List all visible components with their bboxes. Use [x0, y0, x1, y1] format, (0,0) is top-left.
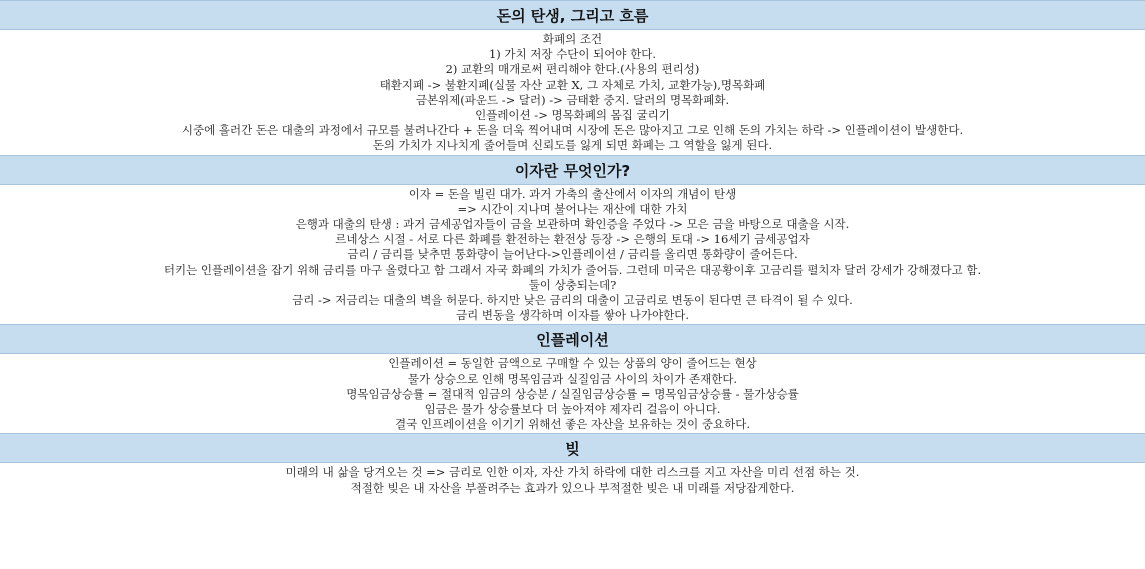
section-body — [0, 30, 1145, 155]
text-line: 르네상스 시절 - 서로 다른 화폐를 환전하는 환전상 등장 -> 은행의 토대 -> 16세기 금세공업자 — [335, 232, 810, 247]
section-inflation — [0, 324, 1145, 433]
section-title: 빚 — [0, 433, 1145, 463]
text-line: 시중에 흘러간 돈은 대출의 과정에서 규모를 불려나간다 + 돈을 더욱 찍어내며 시장에 돈은 많아지고 그로 인해 돈의 가치는 하락 -> 인플레이션이 발생한다. — [181, 123, 964, 138]
text-line: 이자 = 돈을 빌린 대가. 과거 가축의 출산에서 이자의 개념이 탄생 — [408, 186, 737, 201]
section-debt — [0, 433, 1145, 496]
text-line: 2) 교환의 매개로써 편리해야 한다.(사용의 편리성) — [445, 62, 700, 77]
section-title: 이자란 무엇인가? — [0, 155, 1145, 185]
text-line: 태환지폐 -> 불환지폐(실물 자산 교환 X, 그 자체로 가치, 교환가능),명목화폐 — [379, 77, 766, 92]
section-interest — [0, 155, 1145, 325]
text-line: 인플레이션 -> 명목화폐의 몸집 굴리기 — [475, 108, 670, 123]
text-line: => 시간이 지나며 불어나는 재산에 대한 가치 — [457, 201, 688, 216]
text-line: 명목임금상승률 = 절대적 임금의 상승분 / 실질임금상승률 = 명목임금상승률 - 물가상승률 — [346, 386, 799, 401]
text-line: 물가 상승으로 인해 명목임금과 실질임금 사이의 차이가 존재한다. — [407, 371, 738, 386]
text-line: 미래의 내 삶을 당겨오는 것 => 금리로 인한 이자, 자산 가치 하락에 대한 리스크를 지고 자산을 미리 선점 하는 것. — [285, 465, 860, 480]
section-title: 인플레이션 — [0, 324, 1145, 354]
text-line: 돈의 가치가 지나치게 줄어들며 신뢰도를 잃게 되면 화폐는 그 역할을 잃게 된다. — [372, 138, 773, 153]
section-body — [0, 185, 1145, 325]
section-title: 돈의 탄생, 그리고 흐름 — [0, 0, 1145, 30]
text-line: 적절한 빚은 내 자산을 부풀려주는 효과가 있으나 부적절한 빚은 내 미래를 저당잡게한다. — [350, 480, 795, 495]
text-line: 터키는 인플레이션을 잡기 위해 금리를 마구 올렸다고 함 그래서 자국 화폐의 가치가 줄어듬. 그런데 미국은 대공황이후 고금리를 펼치자 달러 강세가 강해졌다고 함. — [163, 262, 982, 277]
text-line: 인플레이션 = 동일한 금액으로 구매할 수 있는 상품의 양이 줄어드는 현상 — [388, 356, 757, 371]
text-line: 임금은 물가 상승률보다 더 높아져야 제자리 걸음이 아니다. — [424, 402, 721, 417]
section-body — [0, 354, 1145, 433]
text-line: 결국 인프레이션을 이기기 위해선 좋은 자산을 보유하는 것이 중요하다. — [394, 417, 751, 432]
text-line: 은행과 대출의 탄생 : 과거 금세공업자들이 금을 보관하며 확인증을 주었다 -> 모은 금을 바탕으로 대출을 시작. — [295, 217, 850, 232]
text-line: 화폐의 조건 — [542, 32, 603, 46]
text-line: 금리 변동을 생각하며 이자를 쌓아 나가야한다. — [455, 308, 689, 323]
section-body — [0, 463, 1145, 496]
section-money-origin — [0, 0, 1145, 155]
text-line: 금리 / 금리를 낮추면 통화량이 늘어난다->인플레이션 / 금리를 올리면 통화량이 줄어든다. — [347, 247, 798, 262]
text-line: 금본위제(파운드 -> 달러) -> 금태환 중지. 달러의 명목화폐화. — [415, 92, 730, 107]
text-line: 금리 -> 저금리는 대출의 벽을 허문다. 하지만 낮은 금리의 대출이 고금리로 변동이 된다면 큰 타격이 될 수 있다. — [292, 293, 853, 308]
text-line: 1) 가치 저장 수단이 되어야 한다. — [488, 47, 657, 62]
text-line: 둘이 상충되는데? — [528, 277, 617, 292]
